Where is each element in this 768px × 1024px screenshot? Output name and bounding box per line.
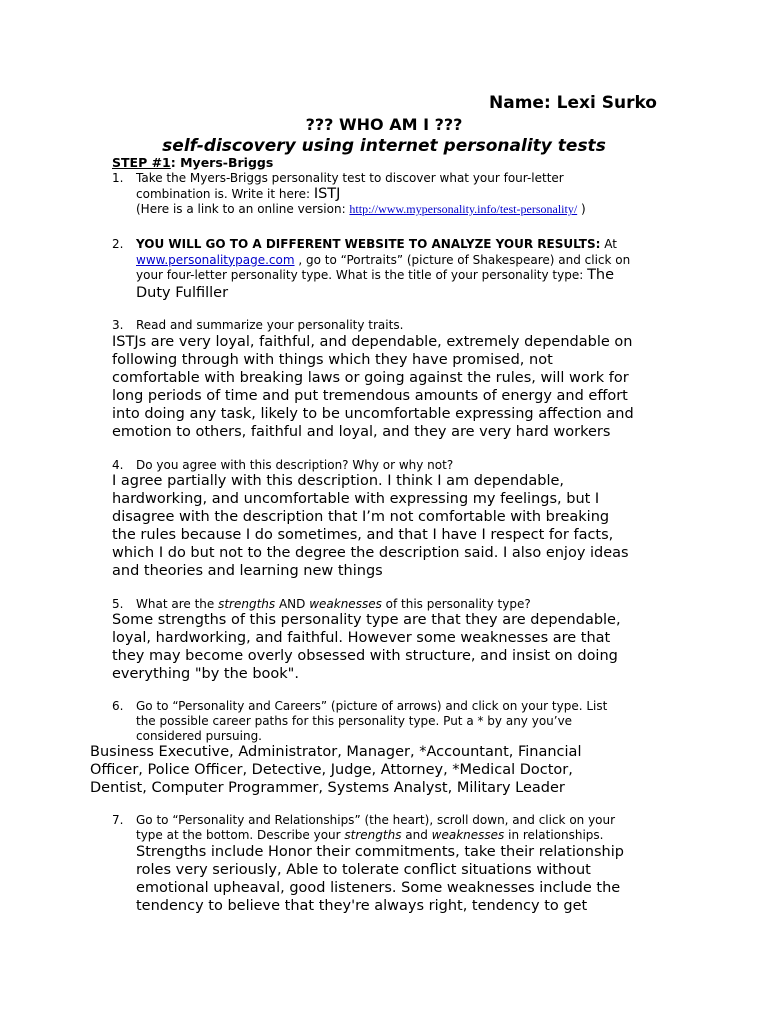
question-1-prompt: combination is. Write it here: <box>136 186 314 201</box>
answer-4 <box>112 472 629 580</box>
student-name: Name: Lexi Surko <box>489 93 657 113</box>
answer-7 <box>136 843 624 915</box>
question-6-line: the possible career paths for this personality type. Put a * by any you’ve <box>136 714 573 728</box>
question-number: 1. <box>112 171 124 185</box>
answer-title-a: The <box>587 267 615 283</box>
answer-line: Strengths include Honor their commitments, take their relationship <box>136 844 624 860</box>
question-number: 7. <box>112 813 124 827</box>
answer-line: and theories and learning new things <box>112 563 383 579</box>
prompt-text: AND <box>275 597 310 611</box>
question-2 <box>112 237 672 303</box>
answer-line: I agree partially with this description. I think I am dependable, <box>112 473 565 489</box>
answer-line: emotion to others, faithful and loyal, and they are very hard workers <box>112 424 611 440</box>
question-2-line1 <box>136 237 672 253</box>
question-7-line2 <box>136 828 672 843</box>
answer-line: roles very seriously, Able to tolerate conflict situations without <box>136 862 591 878</box>
answer-line: everything "by the book". <box>112 666 299 682</box>
step-label: STEP #1 <box>112 155 171 170</box>
answer-line: long periods of time and put tremendous amounts of energy and effort <box>112 388 628 404</box>
answer-line: following through with things which they have promised, not <box>112 352 553 368</box>
question-1-link-suffix: ) <box>577 202 586 216</box>
question-1-line3 <box>136 202 672 218</box>
answer-line: they may become overly obsessed with structure, and insist on doing <box>112 648 618 664</box>
prompt-text: of this personality type? <box>381 597 531 611</box>
question-number: 4. <box>112 458 124 472</box>
question-number: 2. <box>112 237 124 251</box>
answer-line: disagree with the description that I’m not comfortable with breaking <box>112 509 610 525</box>
question-2-line2 <box>136 253 672 269</box>
prompt-text: in relationships. <box>504 828 604 842</box>
prompt-weaknesses: weaknesses <box>431 828 505 842</box>
question-3 <box>112 318 672 334</box>
question-1-link-prefix: (Here is a link to an online version: <box>136 202 350 216</box>
answer-line: the rules because I do sometimes, and that I have I respect for facts, <box>112 527 614 543</box>
answer-line: tendency to believe that they're always right, tendency to get <box>136 898 588 914</box>
question-2-line2-text: , go to “Portraits” (picture of Shakespeare) and click on <box>294 252 631 267</box>
answer-line: hardworking, and uncomfortable with expressing my feelings, but I <box>112 491 600 507</box>
question-number: 5. <box>112 597 124 611</box>
question-1-line1: Take the Myers-Briggs personality test to discover what your four-letter <box>136 171 564 185</box>
answer-type-code: ISTJ <box>313 185 341 202</box>
page-title: ??? WHO AM I ??? <box>305 115 463 134</box>
answer-line: into doing any task, likely to be uncomfortable expressing affection and <box>112 406 634 422</box>
answer-line: Officer, Police Officer, Detective, Judge, Attorney, *Medical Doctor, <box>90 762 573 778</box>
prompt-strengths: strengths <box>218 597 276 611</box>
prompt-text: What are the <box>136 597 219 611</box>
answer-5 <box>112 611 621 683</box>
question-6 <box>112 699 672 744</box>
answer-line: ISTJs are very loyal, faithful, and dependable, extremely dependable on <box>112 334 633 350</box>
page-subtitle: self-discovery using internet personality tests <box>162 136 606 156</box>
step-heading <box>112 155 273 170</box>
personality-test-link[interactable]: http://www.mypersonality.info/test-personality/ <box>349 202 578 216</box>
answer-line: loyal, hardworking, and faithful. However some weaknesses are that <box>112 630 611 646</box>
question-number: 3. <box>112 318 124 332</box>
prompt-text: type at the bottom. Describe your <box>136 828 345 842</box>
answer-line: Dentist, Computer Programmer, Systems Analyst, Military Leader <box>90 780 565 796</box>
answer-line: emotional upheaval, good listeners. Some weaknesses include the <box>136 880 621 896</box>
answer-line: Some strengths of this personality type are that they are dependable, <box>112 612 621 628</box>
question-1-line2 <box>136 187 672 203</box>
question-6-line: considered pursuing. <box>136 729 262 743</box>
answer-line: Business Executive, Administrator, Manager, *Accountant, Financial <box>90 744 582 760</box>
answer-title-b: Duty Fulfiller <box>136 284 229 301</box>
step-title: : Myers-Briggs <box>170 155 274 170</box>
question-6-line: Go to “Personality and Careers” (picture of arrows) and click on your type. List <box>136 699 608 713</box>
question-number: 6. <box>112 699 124 713</box>
prompt-weaknesses: weaknesses <box>309 597 382 611</box>
answer-line: which I do but not to the degree the description said. I also enjoy ideas <box>112 545 629 561</box>
answer-line: comfortable with breaking laws or going against the rules, will work for <box>112 370 629 386</box>
answer-3 <box>112 333 634 441</box>
question-7 <box>112 813 672 843</box>
question-2-at: At <box>600 237 617 251</box>
question-7-line1: Go to “Personality and Relationships” (the heart), scroll down, and click on your <box>136 813 616 827</box>
prompt-text: and <box>401 828 432 842</box>
question-2-line3 <box>136 268 672 284</box>
answer-6 <box>90 743 581 797</box>
question-2-instruction: YOU WILL GO TO A DIFFERENT WEBSITE TO ANALYZE YOUR RESULTS: <box>136 237 601 251</box>
prompt-strengths: strengths <box>344 828 402 842</box>
question-2-line3-text: your four-letter personality type. What is the title of your personality type: <box>136 268 588 282</box>
personalitypage-link[interactable]: www.personalitypage.com <box>136 252 295 267</box>
question-1 <box>112 171 672 218</box>
question-3-prompt: Read and summarize your personality traits. <box>136 318 404 332</box>
question-4-prompt: Do you agree with this description? Why or why not? <box>136 458 454 472</box>
